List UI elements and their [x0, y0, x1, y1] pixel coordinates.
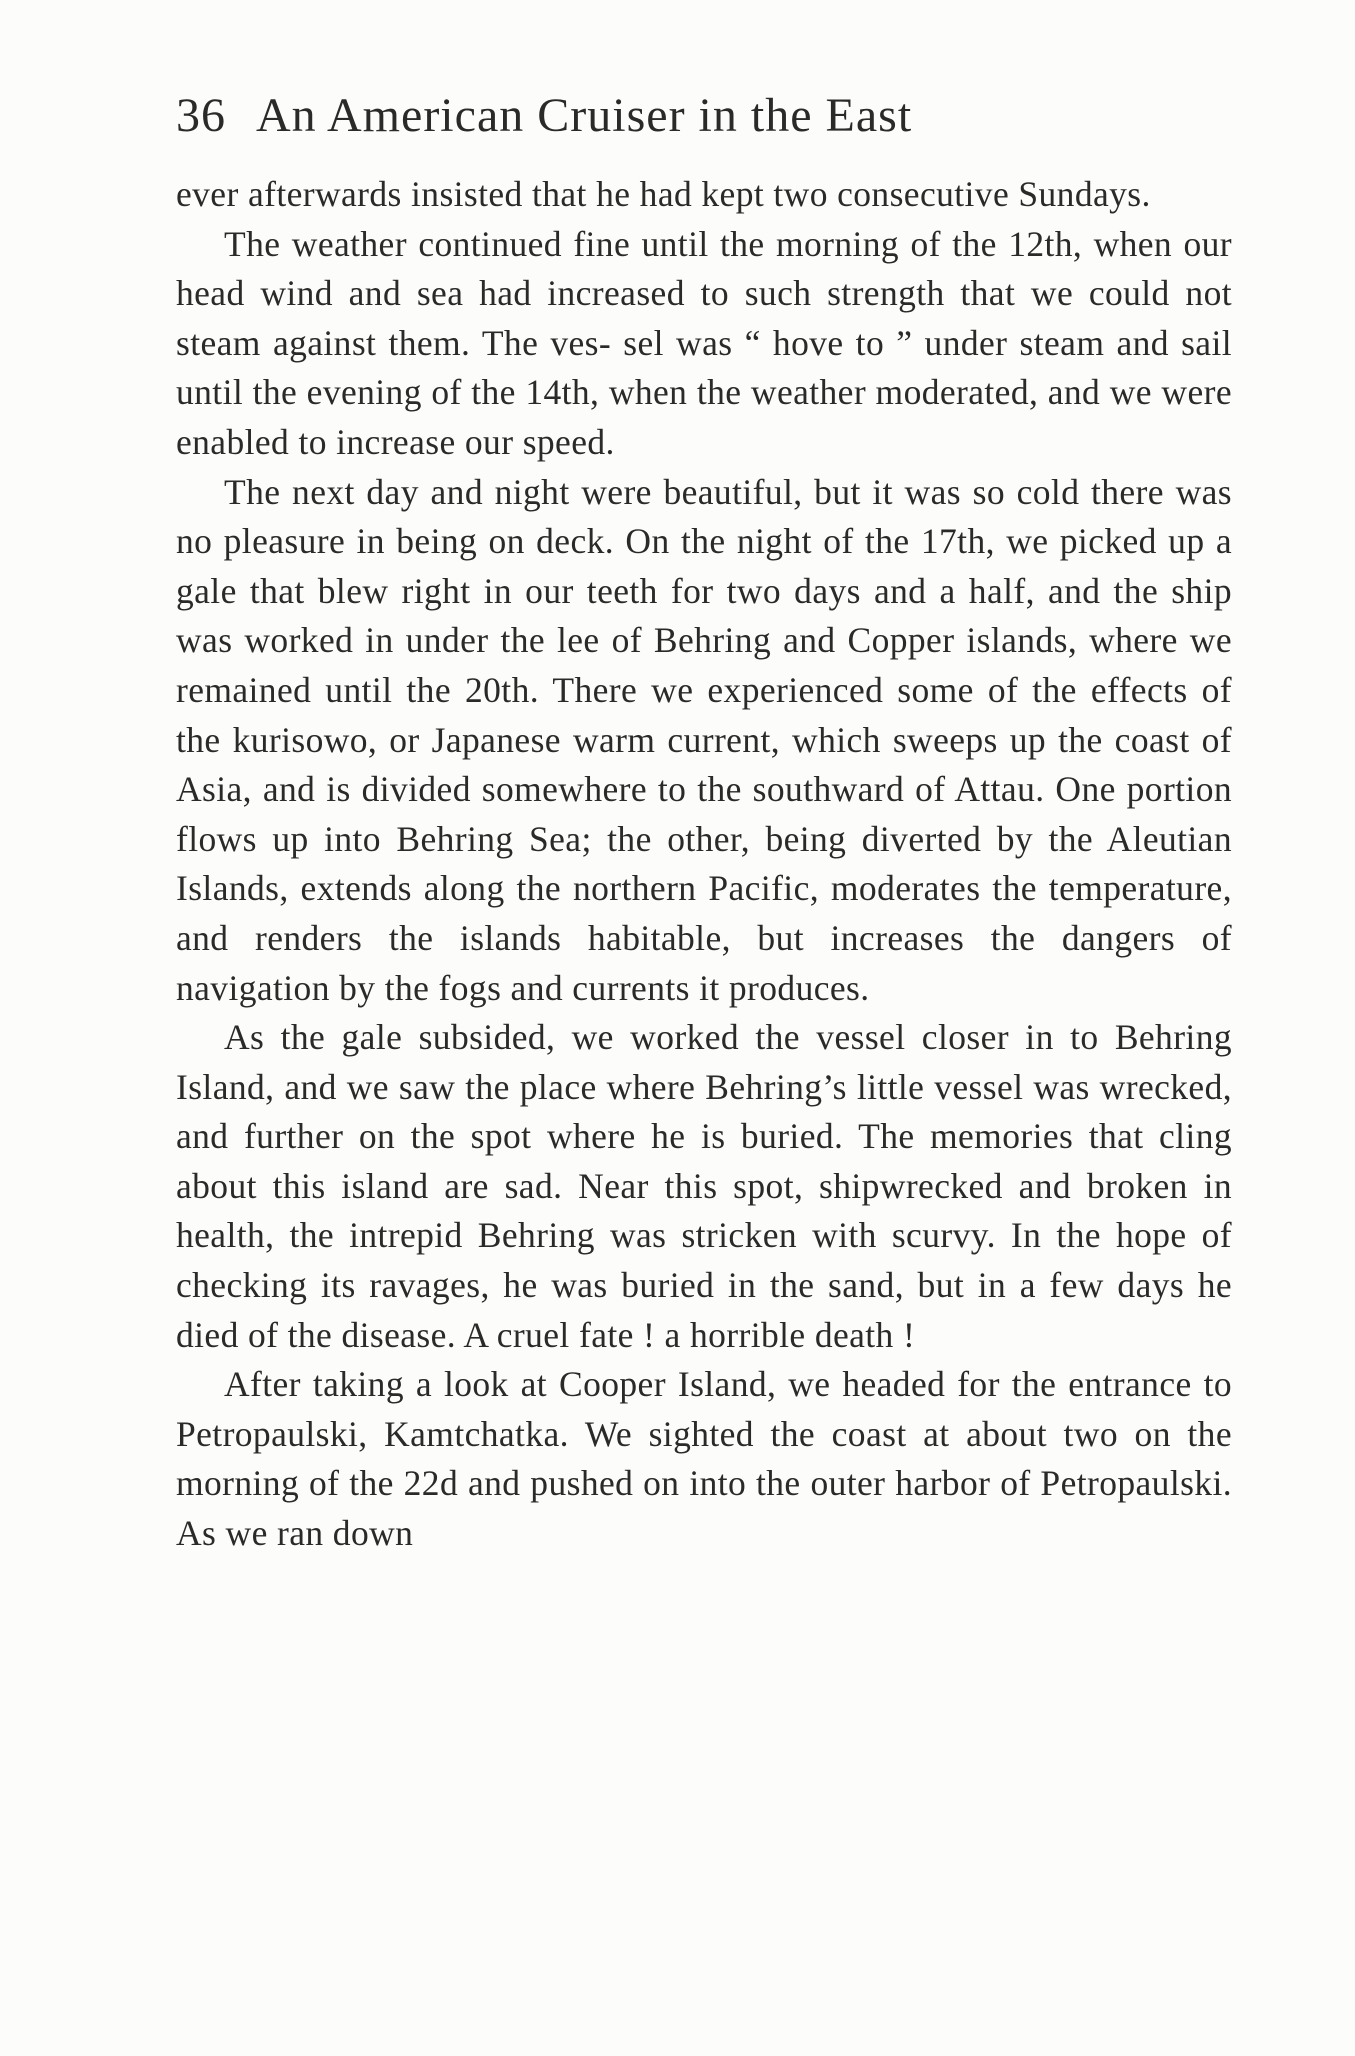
- paragraph-weather: The weather continued fine until the morning of the 12th, when our head wind and sea had increased to such strength that we could not steam against them. The ves- sel was “ hove to ” under steam and sail until the evening of the 14th, when the weather moderated, and we were enabled to increase our speed.: [176, 223, 1232, 462]
- running-title: An American Cruiser in the East: [256, 89, 913, 142]
- running-head: [176, 70, 1232, 162]
- paragraph-behring-island: As the gale subsided, we worked the vessel closer in to Behring Island, and we saw the place where Behring’s little vessel was wrecked, and further on the spot where he is buried. The memories that cling about this island are sad. Near this spot, shipwrecked and broken in health, the intrepid Behring was stricken with scurvy. In the hope of checking its ravages, he was buried in the sand, but in a few days he died of the disease. A cruel fate ! a horrible death !: [176, 1017, 1232, 1355]
- paragraph-petropaulski: After taking a look at Cooper Island, we headed for the entrance to Petropaulski, Kamtchatka. We sighted the coast at about two on the morning of the 22d and pushed on into the outer harbor of Petropaulski. As we ran down: [176, 1364, 1232, 1554]
- page-number: 36: [176, 89, 226, 142]
- body-text: [176, 170, 1232, 1559]
- paragraph-gale: The next day and night were beautiful, but it was so cold there was no pleasure in being on deck. On the night of the 17th, we picked up a gale that blew right in our teeth for two days and a half, and the ship was worked in under the lee of Behring and Copper islands, where we remained until the 20th. There we experienced some of the effects of the kurisowo, or Japanese warm current, which sweeps up the coast of Asia, and is divided somewhere to the southward of Attau. One portion flows up into Behring Sea; the other, being diverted by the Aleutian Islands, extends along the northern Pacific, moderates the temperature, and renders the islands habitable, but increases the dangers of navigation by the fogs and currents it produces.: [176, 471, 1232, 1008]
- book-page: [176, 70, 1232, 1559]
- paragraph-continued: ever afterwards insisted that he had kept two consecutive Sundays.: [176, 174, 1151, 214]
